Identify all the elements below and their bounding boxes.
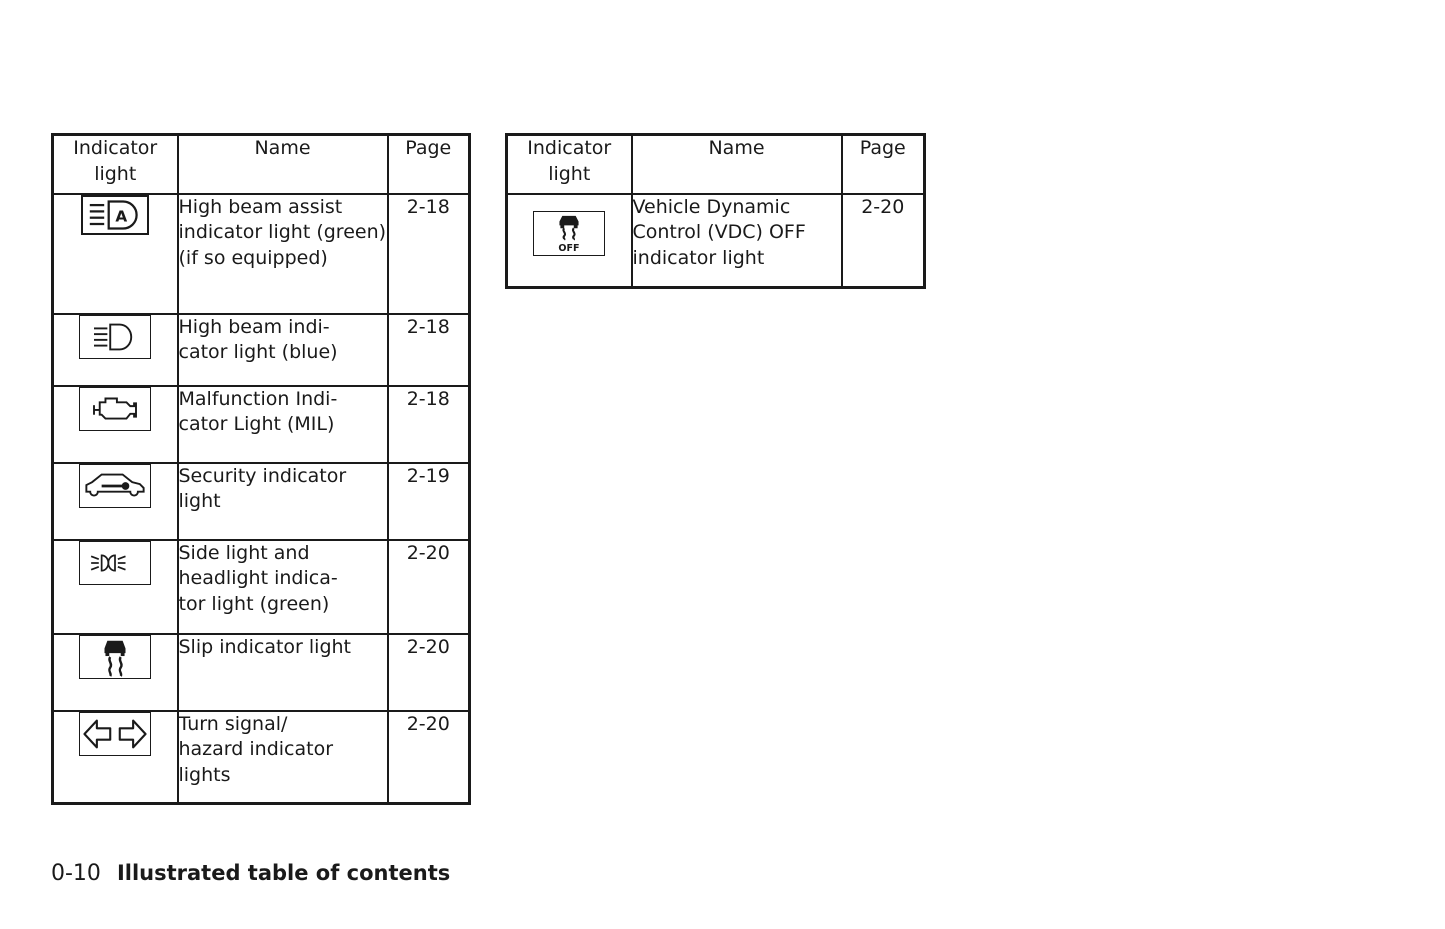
page-ref: 2-18: [388, 386, 470, 463]
table-row: [53, 540, 470, 634]
header-page: Page: [388, 135, 470, 194]
table-header-row: [53, 135, 470, 194]
indicator-name: High beam indi- cator light (blue): [178, 314, 388, 386]
page-ref: 2-20: [842, 194, 925, 288]
indicator-name: Turn signal/ hazard indicator lights: [178, 711, 388, 804]
page-footer: [51, 859, 450, 888]
security-car-key-icon: [79, 464, 151, 508]
table-row: [53, 314, 470, 386]
svg-text:A: A: [115, 206, 128, 225]
page-ref: 2-20: [388, 540, 470, 634]
high-beam-assist-icon: [81, 195, 149, 235]
section-title: Illustrated table of contents: [116, 861, 451, 885]
indicator-name: High beam assist indicator light (green) (if so equipped): [178, 194, 388, 314]
slip-car-icon: [79, 635, 151, 679]
indicator-name: Security indicator light: [178, 463, 388, 540]
turn-signal-arrows-icon: [79, 712, 151, 756]
page-ref: 2-20: [388, 634, 470, 711]
indicator-table-left: [51, 133, 471, 805]
indicator-name: Malfunction Indi- cator Light (MIL): [178, 386, 388, 463]
indicator-name: Vehicle Dynamic Control (VDC) OFF indicator light: [632, 194, 842, 288]
header-name: Name: [178, 135, 388, 194]
engine-malfunction-icon: [79, 387, 151, 431]
table-row: [53, 463, 470, 540]
table-row: [53, 386, 470, 463]
table-row: [507, 194, 925, 288]
side-light-headlight-icon: [79, 541, 151, 585]
table-row: [53, 634, 470, 711]
page-number: 0-10: [51, 861, 101, 886]
header-indicator-light: Indicator light: [507, 135, 632, 194]
page-ref: 2-18: [388, 194, 470, 314]
vdc-off-icon: [533, 211, 605, 256]
table-row: [53, 711, 470, 804]
header-page: Page: [842, 135, 925, 194]
table-row: [53, 194, 470, 314]
indicator-table-right: [505, 133, 926, 289]
page-ref: 2-19: [388, 463, 470, 540]
vdc-off-label: OFF: [558, 242, 580, 254]
indicator-name: Side light and headlight indica- tor light (green): [178, 540, 388, 634]
header-name: Name: [632, 135, 842, 194]
indicator-name: Slip indicator light: [178, 634, 388, 711]
page-ref: 2-18: [388, 314, 470, 386]
high-beam-icon: [79, 315, 151, 359]
page-ref: 2-20: [388, 711, 470, 804]
table-header-row: [507, 135, 925, 194]
header-indicator-light: Indicator light: [53, 135, 178, 194]
